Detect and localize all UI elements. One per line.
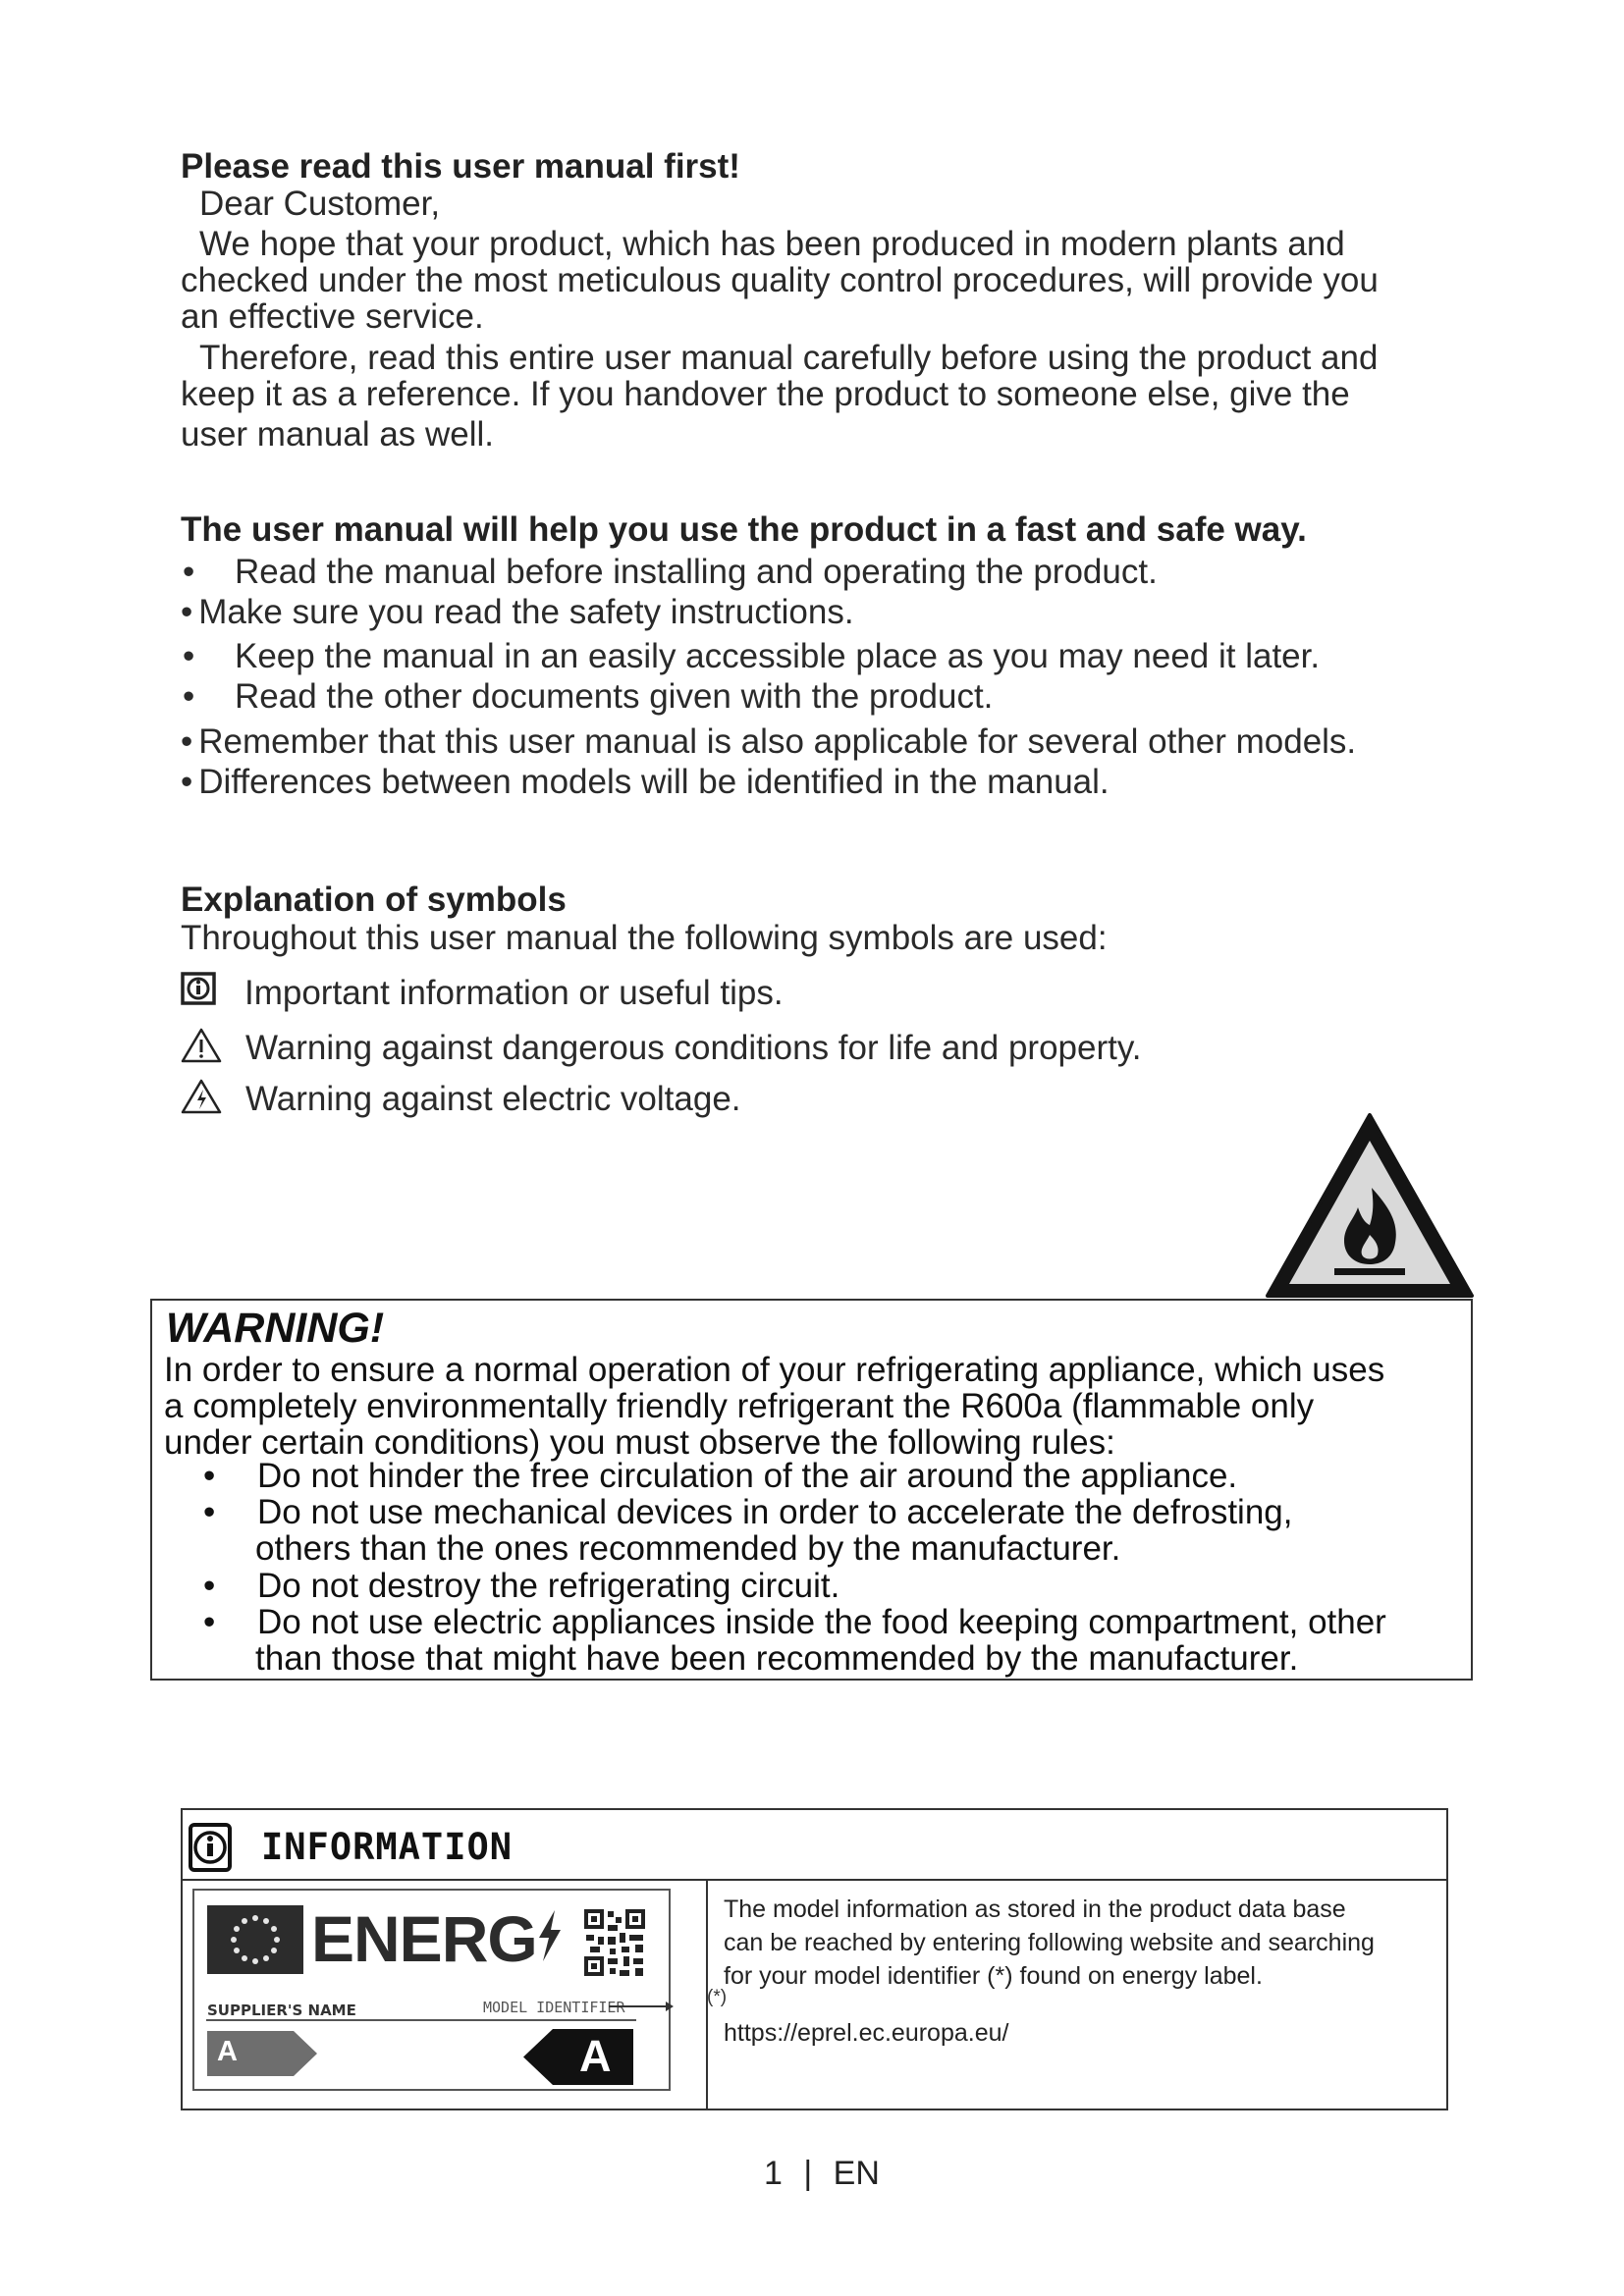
- intro-para2-line1: Therefore, read this entire user manual carefully before using the product and: [199, 339, 1379, 377]
- salutation: Dear Customer,: [199, 185, 441, 223]
- eu-flag-icon: [207, 1905, 303, 1974]
- symbols-title: Explanation of symbols: [181, 881, 567, 919]
- warning-box: WARNING! In order to ensure a normal operation of your refrigerating appliance, which uses a completely environmentally friendly refrigerant the R600a (flammable only under certain conditions) you must observe the following rules: • Do not hinder the free circulation of the air around the appliance. • Do not use mechanical devices in order to accelerate the defrosting, others than the ones recommended by the manufacturer. • Do not destroy the refrigerating circuit. • Do not use electric appliances inside the food keeping compartment, other than those that might have been recommended by the manufacturer.: [150, 1299, 1473, 1681]
- bullet-icon: •: [181, 593, 193, 631]
- energy-bolt-icon: [537, 1898, 563, 1979]
- energy-label-title: ENERG: [311, 1898, 563, 1979]
- supplier-name: SUPPLIER'S NAME: [207, 2002, 356, 2019]
- info-text-line3: for your model identifier (*) found on energy label.: [724, 1962, 1263, 1990]
- bullet-icon: •: [181, 722, 193, 761]
- bullet-icon: •: [181, 763, 193, 801]
- bullet-icon: •: [183, 553, 195, 591]
- symbol-row-warning: Warning against dangerous conditions for life and property.: [181, 1023, 1141, 1068]
- info-icon: [189, 1823, 232, 1872]
- info-icon: [181, 972, 216, 1007]
- energy-label: [192, 1889, 671, 2091]
- symbol-row-electric: Warning against electric voltage.: [181, 1074, 741, 1119]
- language-code: EN: [833, 2155, 880, 2192]
- warning-intro-line1: In order to ensure a normal operation of your refrigerating appliance, which uses: [164, 1351, 1385, 1389]
- warning-intro-line2: a completely environmentally friendly refrigerant the R600a (flammable only: [164, 1387, 1315, 1425]
- model-identifier: MODEL IDENTIFIER: [483, 1999, 625, 2016]
- intro-para1-line3: an effective service.: [181, 297, 484, 336]
- asterisk-mark: (*): [707, 1987, 728, 2007]
- warning-triangle-icon: [181, 1028, 222, 1063]
- electric-voltage-icon: [181, 1079, 222, 1114]
- intro-para1-line1: We hope that your product, which has been produced in modern plants and: [199, 225, 1345, 263]
- list-item: • Remember that this user manual is also applicable for several other models.: [181, 722, 1357, 761]
- info-text-line2: can be reached by entering following website and searching: [724, 1929, 1375, 1956]
- arrow-icon: [609, 1999, 676, 2014]
- intro-title: Please read this user manual first!: [181, 147, 740, 186]
- info-text-line1: The model information as stored in the product data base: [724, 1896, 1346, 1923]
- bullet-icon: •: [203, 1493, 216, 1531]
- energy-class-right: A: [579, 2031, 612, 2081]
- intro-para1-line2: checked under the most meticulous quality control procedures, will provide you: [181, 261, 1379, 299]
- intro-para2-line3: user manual as well.: [181, 415, 495, 454]
- information-box: [181, 1808, 1448, 2110]
- divider: [206, 2019, 636, 2021]
- warning-intro-line3: under certain conditions) you must observe the following rules:: [164, 1423, 1115, 1462]
- energy-class-arrow-right: [523, 2029, 633, 2085]
- symbols-intro: Throughout this user manual the following symbols are used:: [181, 919, 1108, 957]
- information-title: INFORMATION: [261, 1826, 514, 1868]
- divider: [183, 1879, 1446, 1881]
- intro-para2-line2: keep it as a reference. If you handover the product to someone else, give the: [181, 375, 1350, 413]
- bullet-icon: •: [203, 1567, 216, 1605]
- energy-class-left: A: [217, 2036, 238, 2067]
- symbol-row-info: Important information or useful tips.: [181, 966, 784, 1013]
- bullet-icon: •: [183, 637, 195, 675]
- bullet-icon: •: [203, 1457, 216, 1495]
- bullet-icon: •: [203, 1603, 216, 1641]
- flammable-warning-icon: [1264, 1111, 1476, 1300]
- list-item: • Differences between models will be identified in the manual.: [181, 763, 1110, 801]
- page-number: 1: [764, 2155, 783, 2192]
- info-url: https://eprel.ec.europa.eu/: [724, 2019, 1009, 2047]
- help-title: The user manual will help you use the product in a fast and safe way.: [181, 510, 1307, 549]
- footer-separator: |: [803, 2155, 813, 2192]
- page-footer: [764, 2155, 880, 2193]
- bullet-icon: •: [183, 677, 195, 716]
- warning-title: WARNING!: [166, 1305, 385, 1352]
- list-item: • Make sure you read the safety instructions.: [181, 593, 854, 631]
- qr-code-icon: [582, 1907, 647, 1978]
